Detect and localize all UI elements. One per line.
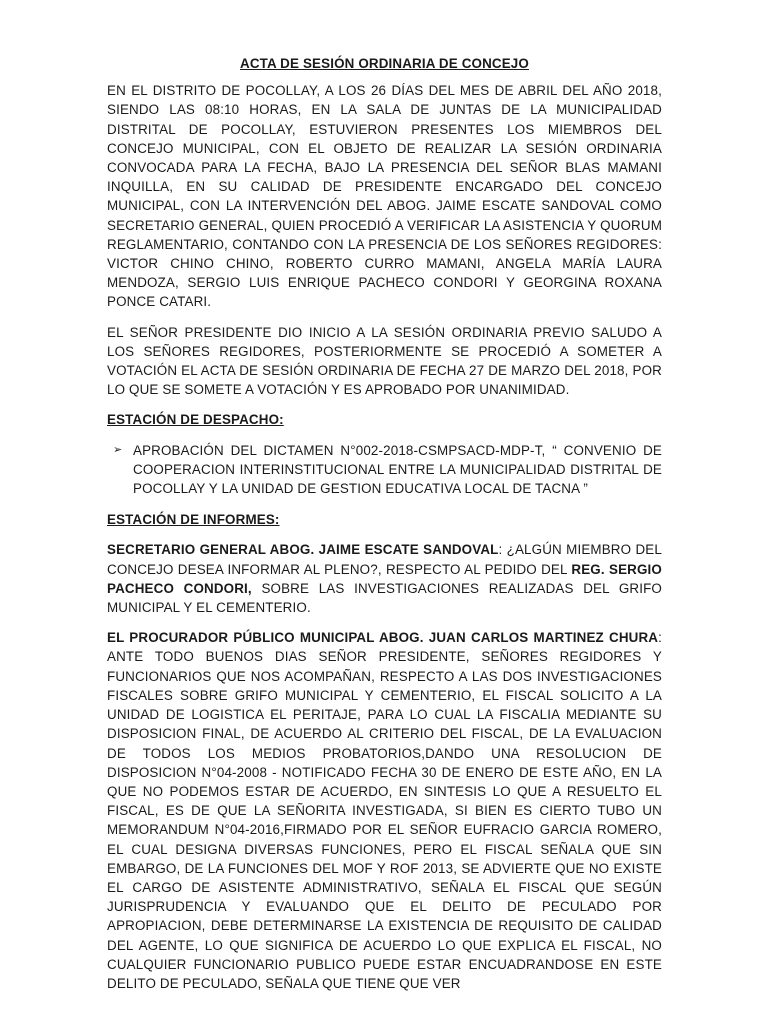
procurador-text: : ANTE TODO BUENOS DIAS SEÑOR PRESIDENTE, SEÑORES REGIDORES Y FUNCIONARIOS QUE NOS ACOMPAÑAN, RESPECTO A LAS DOS INVESTIGACIONES FISCALES SOBRE GRIFO MUNICIPAL Y CEMENTERIO, EL FISCAL SOLICITO A LA UNIDAD DE LOGISTICA EL PERITAJE, PARA LO CUAL LA FISCALIA MEDIANTE SU DISPOSICION FINAL, DE ACUERDO AL CRITERIO DEL FISCAL, DE LA EVALUACION DE TODOS LOS MEDIOS PROBATORIOS,DANDO UNA RESOLUCION DE DISPOSICION N°04-2008 - NOTIFICADO FECHA 30 DE ENERO DE ESTE AÑO, EN LA QUE NO PODEMOS ESTAR DE ACUERDO, EN SINTESIS LO QUE A RESUELTO EL FISCAL, ES DE QUE LA SEÑORITA INVESTIGADA, SI BIEN ES CIERTO TUBO UN MEMORANDUM N°04-2016,FIRMADO POR EL SEÑOR EUFRACIO GARCIA ROMERO, EL CUAL DESIGNA DIVERSAS FUNCIONES, PERO EL FISCAL SEÑALA QUE SIN EMBARGO, DE LA FUNCIONES DEL MOF Y ROF 2013, SE ADVIERTE QUE NO EXISTE EL CARGO DE ASISTENTE ADMINISTRATIVO, SEÑALA EL FISCAL QUE SEGÚN JURISPRUDENCIA Y EVALUANDO QUE EL DELITO DE PECULADO POR APROPIACION, DEBE DETERMINARSE LA EXISTENCIA DE REQUISITO DE CALIDAD DEL AGENTE, LO QUE SIGNIFICA DE ACUERDO LO QUE EXPLICA EL FISCAL, NO CUALQUIER FUNCIONARIO PUBLICO PUEDE ESTAR ENCUADRANDOSE EN ESTE DELITO DE PECULADO, SEÑALA QUE TIENE QUE VER [107,630,662,991]
secretary-text-a: : ¿ALGÚN MIEMBRO DEL CONCEJO DESEA INFORMAR AL PLENO?, RESPECTO AL PEDIDO DEL [107,542,662,577]
arrow-bullet-icon: ➢ [113,443,123,456]
secretary-text-b: SOBRE LAS INVESTIGACIONES REALIZADAS DEL GRIFO MUNICIPAL Y EL CEMENTERIO. [107,580,662,616]
informes-heading: ESTACIÓN DE INFORMES: [107,512,280,528]
regidor-name: REG. SERGIO PACHECO CONDORI, [107,561,662,596]
despacho-heading: ESTACIÓN DE DESPACHO: [107,412,284,428]
document-page [107,54,662,1004]
secretary-paragraph [107,540,662,617]
opening-paragraph: EN EL DISTRITO DE POCOLLAY, A LOS 26 DÍAS DEL MES DE ABRIL DEL AÑO 2018, SIENDO LAS 08:10 HORAS, EN LA SALA DE JUNTAS DE LA MUNICIPALIDAD DISTRITAL DE POCOLLAY, ESTUVIERON PRESENTES LOS MIEMBROS DEL CONCEJO MUNICIPAL, CON EL OBJETO DE REALIZAR LA SESIÓN ORDINARIA CONVOCADA PARA LA FECHA, BAJO LA PRESENCIA DEL SEÑOR BLAS MAMANI INQUILLA, EN SU CALIDAD DE PRESIDENTE ENCARGADO DEL CONCEJO MUNICIPAL, CON LA INTERVENCIÓN DEL ABOG. JAIME ESCATE SANDOVAL COMO SECRETARIO GENERAL, QUIEN PROCEDIÓ A VERIFICAR LA ASISTENCIA Y QUORUM REGLAMENTARIO, CONTANDO CON LA PRESENCIA DE LOS SEÑORES REGIDORES: VICTOR CHINO CHINO, ROBERTO CURRO MAMANI, ANGELA MARÍA LAURA MENDOZA, SERGIO LUIS ENRIQUE PACHECO CONDORI Y GEORGINA ROXANA PONCE CATARI. [107,83,662,310]
despacho-list-item [107,441,662,499]
procurador-speaker: EL PROCURADOR PÚBLICO MUNICIPAL ABOG. JUAN CARLOS MARTINEZ CHURA [107,630,659,646]
despacho-item-text: APROBACIÓN DEL DICTAMEN N°002-2018-CSMPSACD-MDP-T, “ CONVENIO DE COOPERACION INTERINSTITUCIONAL ENTRE LA MUNICIPALIDAD DISTRITAL DE POCOLLAY Y LA UNIDAD DE GESTION EDUCATIVA LOCAL DE TACNA ” [133,442,662,497]
procurador-paragraph [107,628,662,993]
session-start-paragraph: EL SEÑOR PRESIDENTE DIO INICIO A LA SESIÓN ORDINARIA PREVIO SALUDO A LOS SEÑORES REGIDORES, POSTERIORMENTE SE PROCEDIÓ A SOMETER A VOTACIÓN EL ACTA DE SESIÓN ORDINARIA DE FECHA 27 DE MARZO DEL 2018, POR LO QUE SE SOMETE A VOTACIÓN Y ES APROBADO POR UNANIMIDAD. [107,324,662,398]
secretary-speaker: SECRETARIO GENERAL ABOG. JAIME ESCATE SANDOVAL [107,542,499,558]
despacho-list [107,441,662,499]
document-title: ACTA DE SESIÓN ORDINARIA DE CONCEJO [240,56,529,71]
